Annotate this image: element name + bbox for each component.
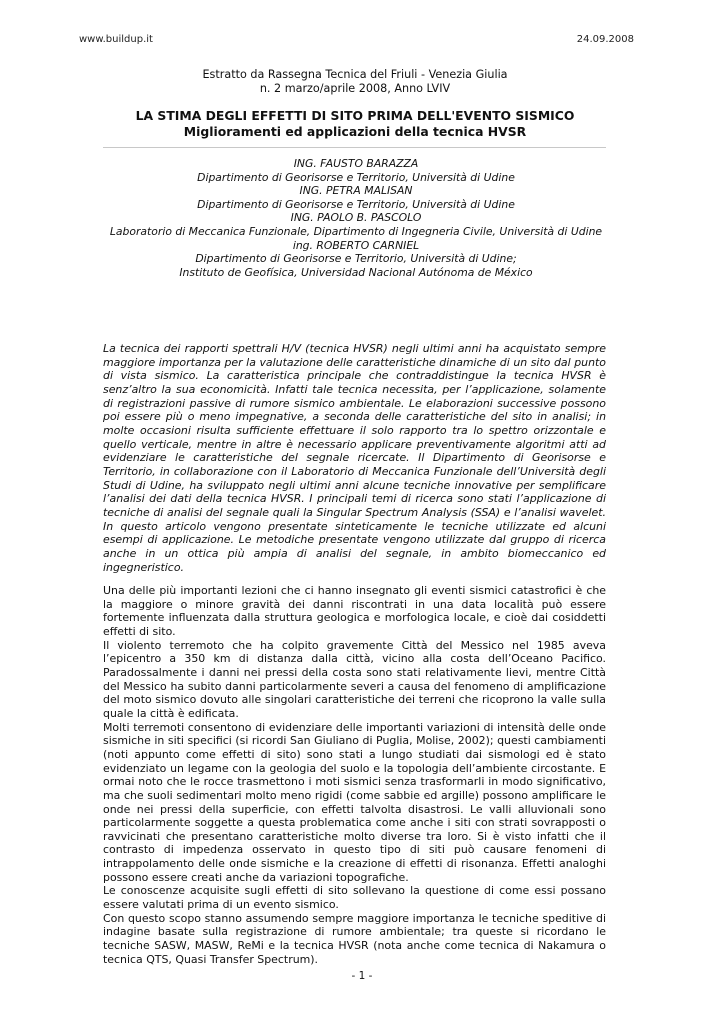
title-divider	[103, 147, 606, 148]
author-name: ING. PAOLO B. PASCOLO	[290, 211, 422, 225]
title-main: LA STIMA DEGLI EFFETTI DI SITO PRIMA DELL'EVENTO SISMICO	[135, 108, 575, 123]
body-paragraph: Il violento terremoto che ha colpito gravemente Città del Messico nel 1985 aveva l’epicentro a 350 km di distanza dalla città, vicino alla costa dell’Oceano Pacifico. Paradossalmente i danni nei pressi della costa sono stati relativamente lievi, mentre Città del Messico ha subito danni particolarmente severi a causa del fenomeno di amplificazione del moto sismico dovuto alle singolari caratteristiche dei terreni che ricoprono la valle sulla quale la città è edificata.	[103, 638, 606, 720]
header-date: 24.09.2008	[576, 34, 634, 45]
article-body	[103, 584, 606, 966]
source-line-2: n. 2 marzo/aprile 2008, Anno LVIV	[259, 82, 451, 95]
author-name: ING. FAUSTO BARAZZA	[293, 157, 419, 170]
body-paragraph: Con questo scopo stanno assumendo sempre maggiore importanza le tecniche speditive di indagine basate sulla registrazione di rumore ambientale; tra queste si ricordano le tecniche SASW, MASW, ReMi e la tecnica HVSR (nota anche come tecnica di Nakamura o tecnica QTS, Quasi Transfer Spectrum).	[103, 911, 606, 966]
title-subtitle: Miglioramenti ed applicazioni della tecnica HVSR	[183, 123, 527, 139]
author-affiliation: Dipartimento di Georisorse e Territorio, Università di Udine	[197, 197, 515, 211]
source-line-1: Estratto da Rassegna Tecnica del Friuli - Venezia Giulia	[202, 68, 508, 81]
body-paragraph: Una delle più importanti lezioni che ci hanno insegnato gli eventi sismici catastrofici è che la maggiore o minore gravità dei danni riscontrati in una data località può essere fortemente influenzata dalla struttura geologica e morfologica locale, e cioè dai cosiddetti effetti di sito.	[103, 584, 606, 638]
authors-block	[98, 157, 614, 279]
header-site: www.buildup.it	[79, 34, 153, 45]
source-citation	[102, 68, 608, 96]
author-affiliation: Laboratorio di Meccanica Funzionale, Dipartimento di Ingegneria Civile, Università di Udine	[109, 224, 603, 238]
body-paragraph: Le conoscenze acquisite sugli effetti di sito sollevano la questione di come essi possano essere valutati prima di un evento sismico.	[103, 884, 606, 912]
author-affiliation: Dipartimento di Georisorse e Territorio, Università di Udine	[197, 170, 515, 184]
author-affiliation: Instituto de Geofísica, Universidad Nacional Autónoma de México	[179, 265, 533, 279]
author-name: ING. PETRA MALISAN	[299, 184, 413, 198]
abstract: La tecnica dei rapporti spettrali H/V (tecnica HVSR) negli ultimi anni ha acquistato sempre maggiore importanza per la valutazione delle caratteristiche dinamiche di un sito dal punto di vista sismico. La caratteristica principale che contraddistingue la tecnica HVSR è senz’altro la sua economicità. Infatti tale tecnica necessita, per l’applicazione, solamente di registrazioni passive di rumore sismico ambientale. Le elaborazioni successive possono poi essere più o meno impegnative, a seconda delle caratteristiche del sito in analisi; in molte occasioni risulta sufficiente effettuare il solo rapporto tra lo spettro orizzontale e quello verticale, mentre in altre è necessario applicare preventivamente algoritmi atti ad evidenziare le caratteristiche del segnale ricercate. Il Dipartimento di Georisorse e Territorio, in collaborazione con il Laboratorio di Meccanica Funzionale dell’Università degli Studi di Udine, ha sviluppato negli ultimi anni alcune tecniche innovative per semplificare l’analisi dei dati della tecnica HVSR. I principali temi di ricerca sono stati l’applicazione di tecniche di analisi del segnale quali la Singular Spectrum Analysis (SSA) e l’analisi wavelet. In questo articolo vengono presentate sinteticamente le tecniche utilizzate ed alcuni esempi di applicazione. Le metodiche presentate vengono utilizzate dal gruppo di ricerca anche in un ottica più ampia di analisi del segnale, in ambito biomeccanico ed ingegneristico.	[103, 342, 606, 574]
article-title	[102, 108, 608, 139]
author-affiliation: Dipartimento di Georisorse e Territorio, Università di Udine;	[195, 252, 517, 266]
body-paragraph: Molti terremoti consentono di evidenziare delle importanti variazioni di intensità delle onde sismiche in siti specifici (si ricordi San Giuliano di Puglia, Molise, 2002); questi cambiamenti (noti appunto come effetti di sito) sono stati a lungo studiati dai sismologi ed è stato evidenziato un legame con la geologia del suolo e la topologia dell’ambiente circostante. E ormai noto che le rocce trasmettono i moti sismici senza trasformarli in modo significativo, ma che suoli sedimentari molto meno rigidi (come sabbie ed argille) possono amplificare le onde nei pressi della superficie, con effetti talvolta disastrosi. Le valli alluvionali sono particolarmente soggette a questa problematica come anche i siti con strati sovrapposti o ravvicinati che presentano caratteristiche molto diverse tra loro. Si è visto infatti che il contrasto di impedenza osservato in questo tipo di siti può causare fenomeni di intrappolamento delle onde sismiche e la creazione di effetti di risonanza. Effetti analoghi possono essere creati anche da variazioni topografiche.	[103, 720, 606, 884]
page-number: - 1 -	[351, 970, 373, 982]
author-name: ing. ROBERTO CARNIEL	[292, 238, 420, 252]
